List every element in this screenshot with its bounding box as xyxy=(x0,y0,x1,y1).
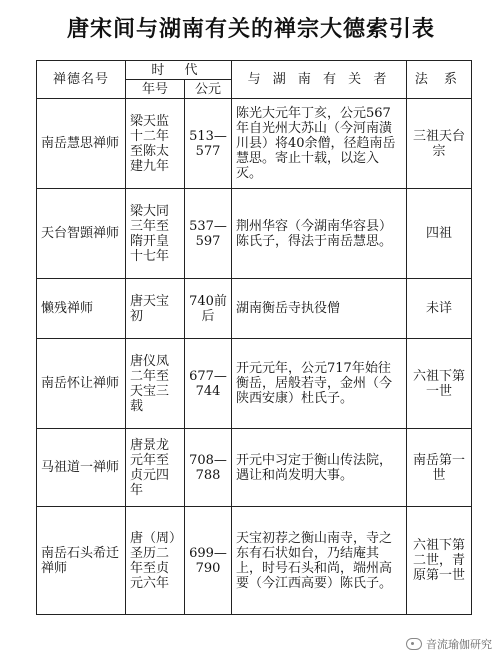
cell-name: 南岳石头希迁禅师 xyxy=(37,507,126,615)
cell-lineage: 三祖天台宗 xyxy=(407,99,472,189)
cell-hunan: 陈光大元年丁亥，公元567年自光州大苏山（今河南潢川县）将40余僧，径趋南岳慧思。寄止十载，以迄入灭。 xyxy=(232,99,407,189)
cell-era: 梁大同三年至隋开皇十七年 xyxy=(126,189,185,279)
cell-name: 马祖道一禅师 xyxy=(37,429,126,507)
cell-lineage: 未详 xyxy=(407,279,472,339)
header-name: 禅德名号 xyxy=(37,61,126,99)
header-row xyxy=(37,61,472,80)
cell-ad: 513—577 xyxy=(185,99,232,189)
cell-lineage: 六祖下第一世 xyxy=(407,339,472,429)
cell-lineage: 六祖下第二世，青原第一世 xyxy=(407,507,472,615)
cell-ad: 699—790 xyxy=(185,507,232,615)
cell-ad: 537—597 xyxy=(185,189,232,279)
table-row xyxy=(37,429,472,507)
cell-ad: 708—788 xyxy=(185,429,232,507)
watermark-text: 音流瑜伽研究 xyxy=(426,638,492,651)
cell-era: 唐景龙元年至贞元四年 xyxy=(126,429,185,507)
header-lineage: 法 系 xyxy=(407,61,472,99)
header-period: 时 代 xyxy=(126,61,232,80)
cell-name: 南岳慧思禅师 xyxy=(37,99,126,189)
table-title: 唐宋间与湖南有关的禅宗大德索引表 xyxy=(66,16,435,42)
cell-name: 南岳怀让禅师 xyxy=(37,339,126,429)
cell-name: 懒残禅师 xyxy=(37,279,126,339)
cell-era: 唐（周）圣历二年至贞元六年 xyxy=(126,507,185,615)
table-row xyxy=(37,189,472,279)
header-era: 年号 xyxy=(126,80,185,99)
cell-hunan: 湖南衡岳寺执役僧 xyxy=(232,279,407,339)
cell-hunan: 开元中习定于衡山传法院，遇让和尚发明大事。 xyxy=(232,429,407,507)
cell-lineage: 四祖 xyxy=(407,189,472,279)
header-hunan: 与 湖 南 有 关 者 xyxy=(232,61,407,99)
cell-lineage: 南岳第一世 xyxy=(407,429,472,507)
cell-hunan: 开元元年，公元717年始往衡岳，居般若寺，金州（今陕西安康）杜氏子。 xyxy=(232,339,407,429)
header-ad: 公元 xyxy=(185,80,232,99)
table-row xyxy=(37,339,472,429)
table-row xyxy=(37,279,472,339)
cell-ad: 740前后 xyxy=(185,279,232,339)
table-row xyxy=(37,507,472,615)
cell-era: 唐仪凤二年至天宝三载 xyxy=(126,339,185,429)
cell-hunan: 荆州华容（今湖南华容县）陈氏子，得法于南岳慧思。 xyxy=(232,189,407,279)
watermark xyxy=(406,636,492,652)
table-row xyxy=(37,99,472,189)
cell-era: 梁天监十二年至陈太建九年 xyxy=(126,99,185,189)
cell-hunan: 天宝初荐之衡山南寺，寺之东有石状如台，乃结庵其上，时号石头和尚，端州高要（今江西高要）陈氏子。 xyxy=(232,507,407,615)
wechat-icon xyxy=(406,638,422,650)
cell-name: 天台智顗禅师 xyxy=(37,189,126,279)
cell-era: 唐天宝初 xyxy=(126,279,185,339)
zen-masters-table xyxy=(36,60,472,615)
cell-ad: 677—744 xyxy=(185,339,232,429)
